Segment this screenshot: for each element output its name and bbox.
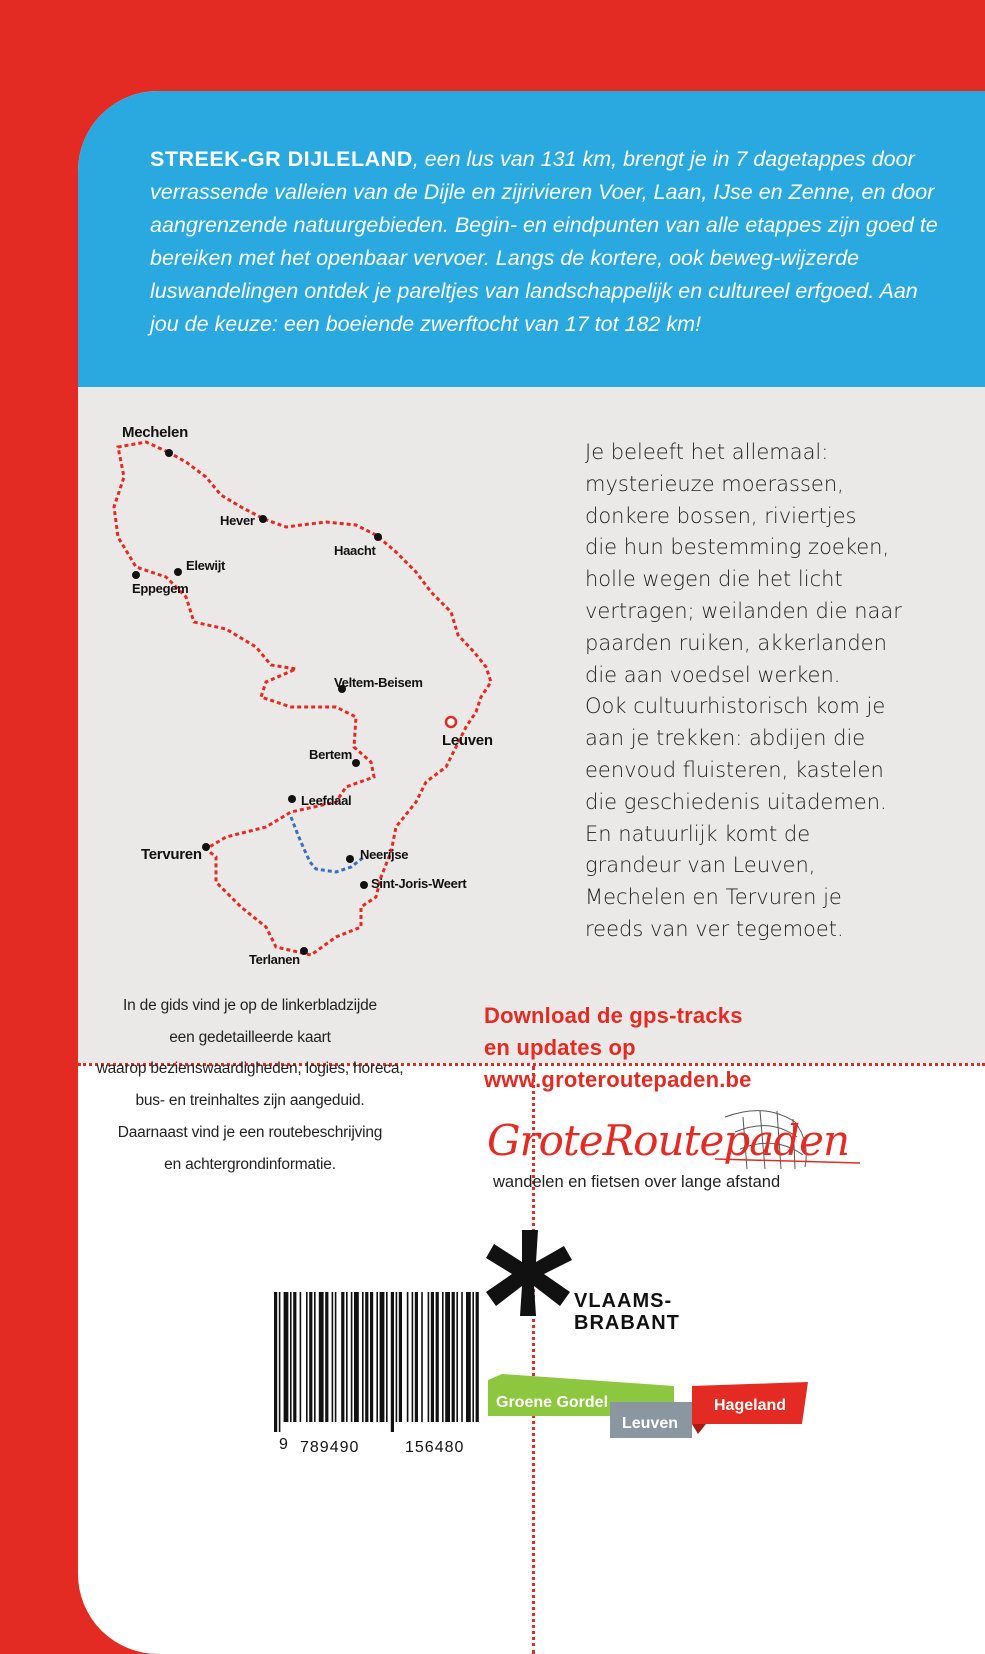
barcode-bar [376, 1292, 378, 1422]
barcode-bar [284, 1292, 289, 1422]
poem-line: aan je trekken: abdijen die [585, 726, 866, 751]
barcode-bar [466, 1292, 471, 1422]
barcode-bar [341, 1292, 344, 1422]
place-dot [300, 947, 308, 955]
barcode-bar [354, 1292, 359, 1422]
barcode-group2: 156480 [405, 1439, 465, 1456]
place-dot [132, 571, 140, 579]
barcode-bar [351, 1292, 353, 1422]
place-dot [165, 449, 173, 457]
barcode-bar [476, 1292, 479, 1422]
place-label-veltem-beisem: Veltem-Beisem [334, 675, 423, 690]
poem-line: mysterieuze moerassen, [585, 471, 844, 496]
vb-line1: VLAAMS- [574, 1290, 673, 1312]
barcode-bar [445, 1292, 450, 1422]
barcode-bar [325, 1292, 328, 1422]
place-label-tervuren: Tervuren [141, 846, 202, 863]
barcode-bar [456, 1292, 458, 1422]
region-label-groene-gordel: Groene Gordel [496, 1394, 609, 1411]
vlaams-brabant-logo [484, 1228, 744, 1348]
barcode-bar [472, 1292, 474, 1422]
barcode-bar [309, 1292, 312, 1422]
barcode-bar [412, 1292, 414, 1422]
poem-line: vertragen; weilanden die naar [585, 598, 902, 623]
barcode-bar [306, 1292, 308, 1422]
place-label-mechelen: Mechelen [122, 424, 188, 441]
grote-routepaden-tagline: wandelen en fietsen over lange afstand [493, 1173, 781, 1191]
barcode-bar [396, 1292, 398, 1422]
place-label-neerijse: Neerijse [360, 847, 409, 862]
barcode-bar [461, 1292, 463, 1422]
place-label-terlanen: Terlanen [249, 952, 300, 967]
place-dot [259, 515, 267, 523]
guide-line: en achtergrondinformatie. [164, 1155, 336, 1173]
barcode-bar [279, 1292, 281, 1432]
barcode-bar [407, 1292, 409, 1422]
place-dot [288, 795, 296, 803]
region-label-leuven: Leuven [622, 1415, 679, 1432]
grote-routepaden-wordmark: GroteRoutepaden [487, 1116, 850, 1165]
poem-line: paarden ruiken, akkerlanden [585, 630, 887, 655]
poem-line: holle wegen die het licht [585, 567, 843, 592]
barcode-bar [300, 1292, 302, 1422]
vb-line2: BRABANT [574, 1312, 680, 1334]
poem-line: die geschiedenis uitademen. [585, 789, 887, 814]
place-label-haacht: Haacht [334, 543, 376, 558]
download-line: en updates op [484, 1035, 636, 1060]
poem-text [585, 437, 975, 946]
poem-line: eenvoud fluisteren, kastelen [585, 757, 884, 782]
barcode [186, 1262, 486, 1432]
barcode-bar [314, 1292, 316, 1422]
barcode-bar [370, 1292, 373, 1422]
poem-line: Je beleeft het allemaal: [585, 440, 829, 464]
barcode-bar [399, 1292, 402, 1422]
barcode-bar [452, 1292, 455, 1422]
guide-line: bus- en treinhaltes zijn aangeduid. [135, 1092, 365, 1110]
middle-panel [78, 387, 985, 1063]
place-label-hever: Hever [220, 513, 255, 528]
poem-line: En natuurlijk komt de [585, 821, 811, 846]
barcode-bar [415, 1292, 418, 1422]
place-label-leefdaal: Leefdaal [301, 793, 352, 808]
barcode-bar [386, 1292, 388, 1422]
poem-line: die aan voedsel werken. [585, 662, 841, 687]
guide-line: In de gids vind je op de linkerbladzijde [123, 997, 377, 1014]
barcode-bar [274, 1292, 277, 1432]
guide-text [60, 990, 440, 1180]
place-dot [174, 568, 182, 576]
place-label-eppegem: Eppegem [132, 581, 189, 596]
guide-line: Daarnaast vind je een routebeschrijving [117, 1123, 383, 1141]
poem-line: die hun bestemming zoeken, [585, 535, 890, 560]
intro-lead: STREEK-GR DIJLELAND [150, 147, 413, 171]
region-label-hageland: Hageland [714, 1397, 787, 1414]
place-dot [374, 533, 382, 541]
guide-line: waarop bezienswaardigheden, logies, horeca, [96, 1060, 404, 1078]
barcode-bar [335, 1292, 337, 1422]
barcode-bar [421, 1292, 423, 1422]
barcode-group1: 789490 [300, 1439, 360, 1456]
barcode-bar [362, 1292, 364, 1422]
place-dot [352, 759, 360, 767]
poem-line: Ook cultuurhistorisch kom je [585, 694, 886, 719]
vlaams-brabant-wordmark [574, 1290, 680, 1334]
place-dot [346, 855, 354, 863]
place-dot [446, 717, 456, 727]
region-logos [484, 1372, 824, 1442]
barcode-bar [436, 1292, 439, 1422]
barcode-bar [428, 1292, 430, 1422]
download-line: Download de gps-tracks [484, 1003, 743, 1028]
poem-line: reeds van ver tegemoet. [585, 916, 844, 941]
place-label-bertem: Bertem [309, 747, 352, 762]
intro-body: , een lus van 131 km, brengt je in 7 dagetappes door verrassende valleien van de Dijle en zijrivieren Voer, Laan, IJse en Zenne, en door aangrenzende natuurgebieden. Begin- en eindpunten van alle etappes zijn goed te bereiken met het openbaar vervoer. Langs de kortere, ook beweg-wijzerde luswandelingen ontdek je pareltjes van landschappelijk en cultureel erfgoed. Aan jou de keuze: een boeiende zwerftocht van 17 tot 182 km! [150, 147, 938, 336]
barcode-bar [380, 1292, 385, 1422]
link-line [291, 817, 364, 872]
barcode-bar [293, 1292, 296, 1422]
barcode-bar [332, 1292, 334, 1422]
place-label-leuven: Leuven [442, 732, 493, 749]
barcode-bar [365, 1292, 368, 1422]
route-map [106, 407, 526, 967]
barcode-bar [431, 1292, 434, 1422]
poem-line: grandeur van Leuven, [585, 853, 816, 878]
barcode-bar [290, 1292, 292, 1422]
poem-line: donkere bossen, riviertjes [585, 503, 857, 528]
barcode-bar [346, 1292, 348, 1422]
place-label-sint-joris-weert: Sint-Joris-Weert [371, 876, 467, 891]
intro-panel [78, 91, 985, 387]
place-label-elewijt: Elewijt [186, 558, 226, 573]
intro-text [150, 143, 950, 341]
download-link[interactable]: www.groteroutepaden.be [484, 1067, 752, 1092]
barcode-bar [319, 1292, 324, 1422]
barcode-bar [391, 1292, 394, 1432]
barcode-lead-digit: 9 [279, 1436, 288, 1453]
guide-line: een gedetailleerde kaart [169, 1028, 331, 1046]
place-dot [202, 843, 210, 851]
asterisk-icon [484, 1228, 574, 1318]
place-dot [360, 881, 368, 889]
poem-line: Mechelen en Tervuren je [585, 885, 842, 910]
barcode-bar [442, 1292, 444, 1422]
download-text [484, 1000, 884, 1096]
grote-routepaden-logo [485, 1097, 865, 1197]
